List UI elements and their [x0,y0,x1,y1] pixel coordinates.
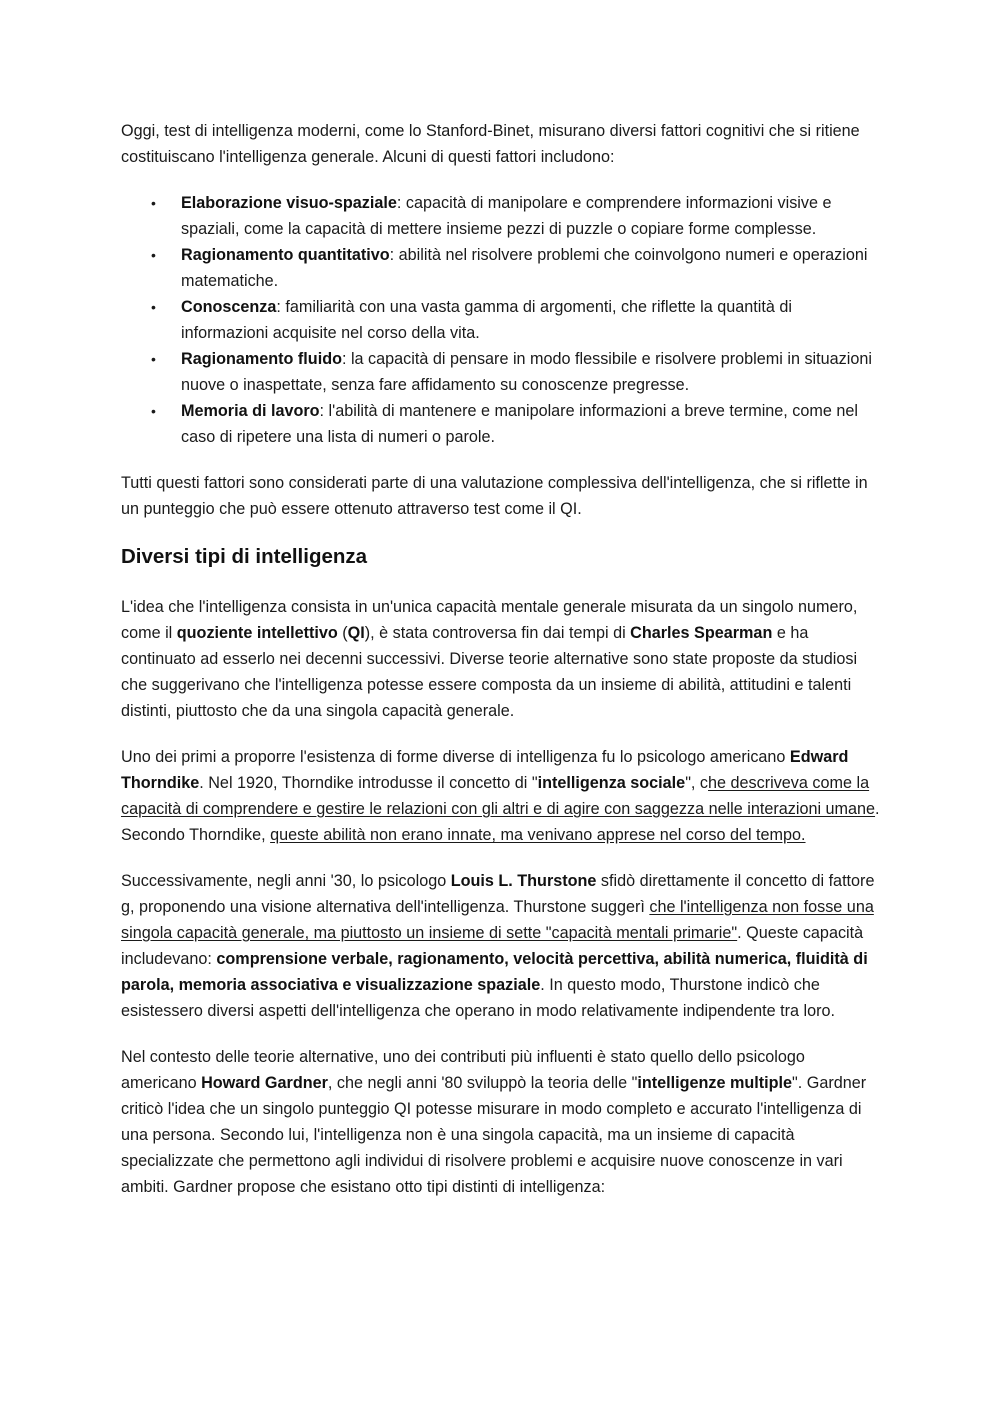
bullet-icon: • [151,247,156,263]
bold-term: intelligenza sociale [537,774,686,792]
bold-term: QI [347,624,365,642]
list-item [151,346,881,398]
paragraph-thurstone [121,868,881,1024]
text-run: ", c [685,774,709,792]
bold-name: Louis L. Thurstone [450,872,597,890]
bold-name: Edward Thorndike [121,748,849,792]
text-run: ( [337,624,348,642]
bullet-icon: • [151,403,156,419]
factor-description: : capacità di manipolare e comprendere informazioni visive e spaziali, come la capacità di mettere insieme pezzi di puzzle o copiare forme complesse. [181,194,832,238]
intro-paragraph: Oggi, test di intelligenza moderni, come lo Stanford-Binet, misurano diversi fattori cognitivi che si ritiene costituiscano l'intelligenza generale. Alcuni di questi fattori includono: [121,122,860,166]
bold-term: comprensione verbale, ragionamento, velocità percettiva, abilità numerica, fluidità di parola, memoria associativa e visualizzazione spaziale [121,950,868,994]
text-run: . Secondo Thorndike, [121,800,880,844]
list-item [151,242,881,294]
underlined-text: che l'intelligenza non fosse una singola capacità generale, ma piuttosto un insieme di sette "capacità mentali primarie" [121,898,874,942]
list-item [151,398,881,450]
document-page [121,118,881,1220]
text-run: sfidò direttamente il concetto di fattore g, proponendo una visione alternativa dell'intelligenza. Thurstone suggerì [121,872,875,916]
text-run: , che negli anni '80 sviluppò la teoria delle " [327,1074,638,1092]
section-heading: Diversi tipi di intelligenza [121,545,368,568]
text-run: ". Gardner criticò l'idea che un singolo punteggio QI potesse misurare in modo completo e accurato l'intelligenza di una persona. Secondo lui, l'intelligenza non è una singola capacità, ma un insieme di capacità specializzate che permettono agli individui di risolvere problemi e acquisire nuove conoscenze in vari ambiti. Gardner propose che esistano otto tipi distinti di intelligenza: [121,1074,867,1196]
factor-description: : abilità nel risolvere problemi che coinvolgono numeri e operazioni matematiche. [181,246,868,290]
factor-description: : la capacità di pensare in modo flessibile e risolvere problemi in situazioni nuove o inaspettate, senza fare affidamento su conoscenze pregresse. [181,350,872,394]
factor-term: Conoscenza [181,298,277,316]
paragraph-spearman [121,594,881,724]
text-run: Successivamente, negli anni '30, lo psicologo [121,872,451,890]
factor-description: : l'abilità di mantenere e manipolare informazioni a breve termine, come nel caso di ripetere una lista di numeri o parole. [181,402,858,446]
factor-description: : familiarità con una vasta gamma di argomenti, che riflette la quantità di informazioni acquisite nel corso della vita. [181,298,792,342]
bold-term: quoziente intellettivo [176,624,338,642]
summary-paragraph: Tutti questi fattori sono considerati parte di una valutazione complessiva dell'intelligenza, che si riflette in un punteggio che può essere ottenuto attraverso test come il QI. [121,474,868,518]
text-run: Uno dei primi a proporre l'esistenza di forme diverse di intelligenza fu lo psicologo americano [121,748,790,766]
bullet-icon: • [151,351,156,367]
paragraph-gardner [121,1044,881,1200]
underlined-text: he descriveva come la capacità di comprendere e gestire le relazioni con gli altri e di agire con saggezza nelle interazioni umane [121,774,876,818]
text-run: Nel contesto delle teorie alternative, uno dei contributi più influenti è stato quello dello psicologo americano [121,1048,805,1092]
bullet-icon: • [151,299,156,315]
text-run: . Nel 1920, Thorndike introdusse il concetto di " [199,774,538,792]
paragraph-thorndike [121,744,881,848]
bullet-icon: • [151,195,156,211]
list-item [151,294,881,346]
factor-term: Ragionamento quantitativo [181,246,390,264]
text-run: . In questo modo, Thurstone indicò che esistessero diversi aspetti dell'intelligenza che operano in modo relativamente indipendente tra loro. [121,976,835,1020]
underlined-text: queste abilità non erano innate, ma venivano apprese nel corso del tempo. [270,826,806,844]
text-run: e ha continuato ad esserlo nei decenni successivi. Diverse teorie alternative sono state proposte da studiosi che suggerivano che l'intelligenza potesse essere composta da un insieme di abilità, attitudini e talenti distinti, piuttosto che da una singola capacità generale. [121,624,858,720]
bold-name: Howard Gardner [201,1074,328,1092]
factor-term: Memoria di lavoro [181,402,320,420]
factor-term: Ragionamento fluido [181,350,342,368]
bold-term: intelligenze multiple [637,1074,793,1092]
text-run: ), è stata controversa fin dai tempi di [364,624,631,642]
list-item [151,190,881,242]
cognitive-factors-list [121,190,881,450]
text-run: L'idea che l'intelligenza consista in un'unica capacità mentale generale misurata da un singolo numero, come il [121,598,858,642]
bold-name: Charles Spearman [630,624,773,642]
factor-term: Elaborazione visuo-spaziale [181,194,397,212]
text-run: . Queste capacità includevano: [121,924,864,968]
